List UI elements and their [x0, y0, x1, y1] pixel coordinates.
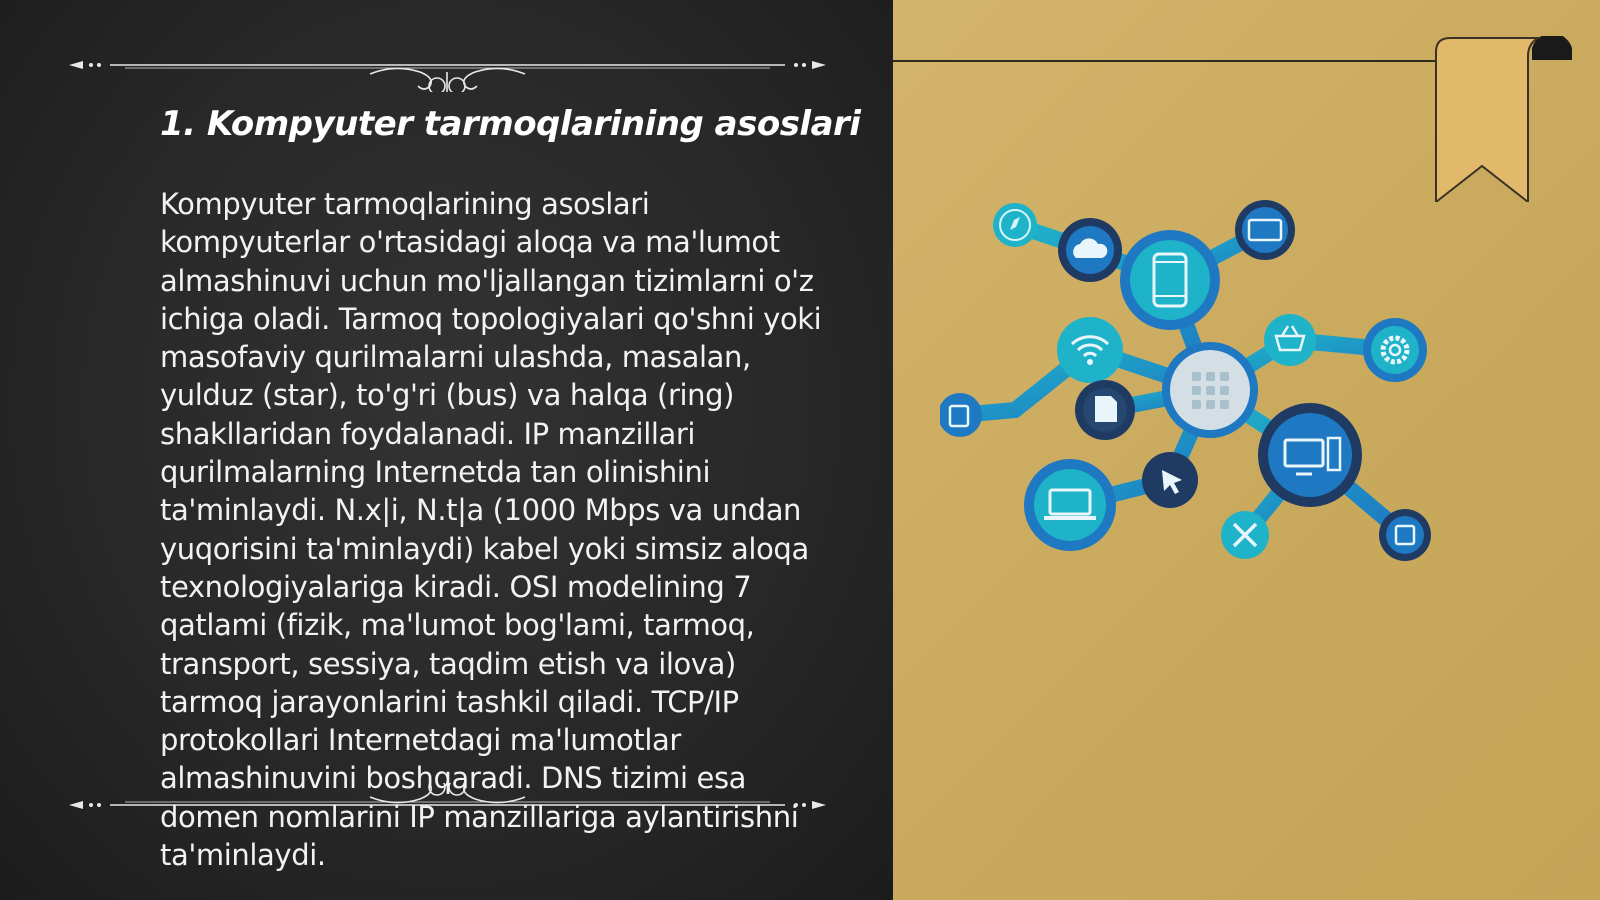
basket-icon: [1264, 314, 1316, 366]
cursor-icon: [1142, 452, 1198, 508]
network-devices-illustration: [940, 190, 1460, 580]
document-icon: [940, 393, 982, 437]
bookmark-ribbon-icon: [1432, 36, 1572, 202]
tools-icon: [1221, 511, 1269, 559]
tablet-icon: [1235, 200, 1295, 260]
slide-title: 1. Kompyuter tarmoqlarining asoslari: [160, 104, 861, 144]
wifi-icon: [1057, 317, 1123, 383]
compass-icon: [993, 203, 1037, 247]
gear-icon: [1363, 318, 1427, 382]
slide-body-text: Kompyuter tarmoqlarining asoslari kompyuterlar o'rtasidagi aloqa va ma'lumot almashinuvi uchun mo'ljallangan tizimlarni o'z ichiga oladi. Tarmoq topologiyalari qo'shni yoki masofaviy qurilmalarni ulashda, masalan, yulduz (star), to'g'ri (bus) va halqa (ring) shakllaridan foydalanadi. IP manzillari qurilmalarning Internetda tan olinishini ta'minlaydi. N.x|i, N.t|a (1000 Mbps va undan yuqorisini ta'minlaydi) kabel yoki simsiz aloqa texnologiyalariga kiradi. OSI modelining 7 qatlami (fizik, ma'lumot bog'lami, tarmoq, transport, sessiya, taqdim etish va ilova) tarmoq jarayonlarini tashkil qiladi. TCP/IP protokollari Internetdagi ma'lumotlar almashinuvini boshqaradi. DNS tizimi esa domen nomlarini IP manzillariga aylantirishni ta'minlaydi.: [160, 187, 822, 873]
chip-icon: [1379, 509, 1431, 561]
apps-grid-icon: [1162, 342, 1258, 438]
laptop-icon: [1024, 459, 1116, 551]
desktop-icon: [1258, 403, 1362, 507]
cloud-icon: [1058, 218, 1122, 282]
top-ornament: [65, 42, 830, 92]
sd-card-icon: [1075, 380, 1135, 440]
smartphone-icon: [1120, 230, 1220, 330]
divider-line: [893, 60, 1438, 62]
